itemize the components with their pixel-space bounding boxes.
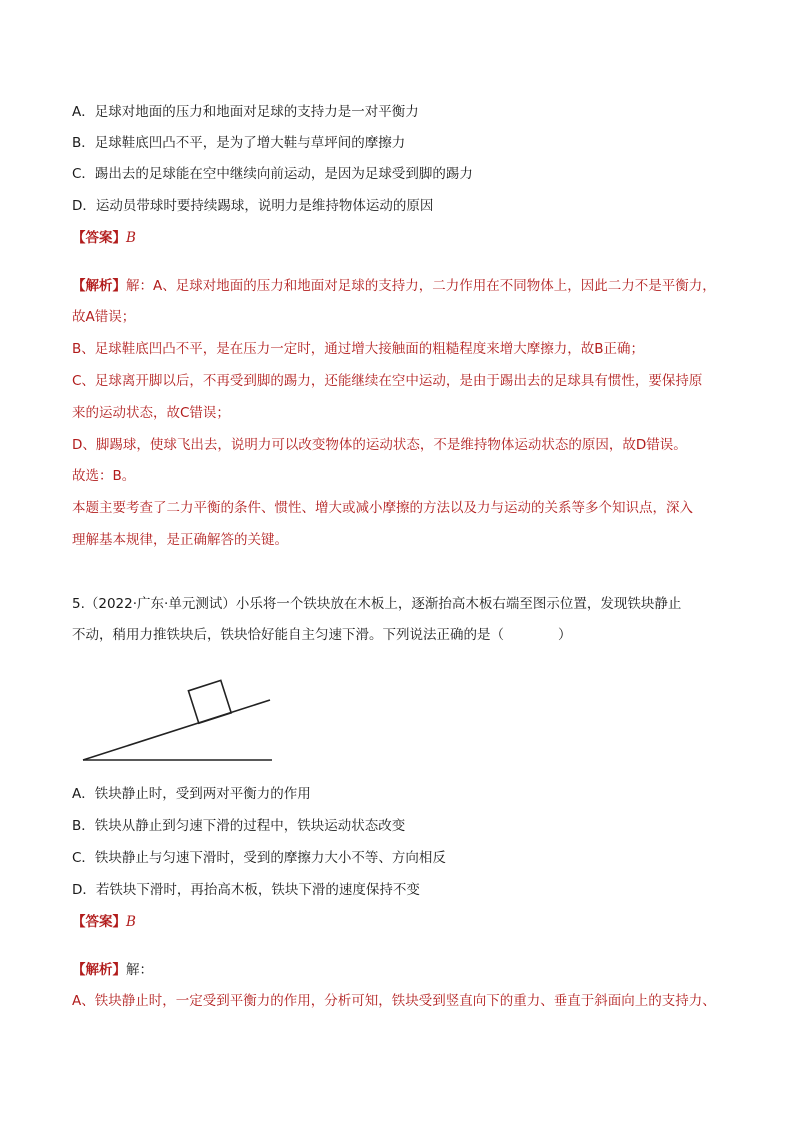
q5-answer-tag: 【答案】 xyxy=(72,914,126,930)
q4-analysis-line-4: C、足球离开脚以后，不再受到脚的踢力，还能继续在空中运动，是由于踢出去的足球具有惯性，要保持原 xyxy=(72,373,703,389)
q4-option-b: B．足球鞋底凹凸不平，是为了增大鞋与草坪间的摩擦力 xyxy=(72,135,406,151)
q4-analysis-line-9: 理解基本规律，是正确解答的关键。 xyxy=(72,532,288,548)
incline-diagram xyxy=(80,660,290,770)
q4-answer xyxy=(72,228,136,248)
q4-analysis-line-1 xyxy=(72,276,716,296)
iron-block xyxy=(188,680,231,723)
q4-analysis-line-7: 故选：B。 xyxy=(72,468,136,484)
q4-analysis-line-8: 本题主要考查了二力平衡的条件、惯性、增大或减小摩擦的方法以及力与运动的关系等多个知识点，深入 xyxy=(72,500,693,516)
q4-analysis-line-3: B、足球鞋底凹凸不平，是在压力一定时，通过增大接触面的粗糙程度来增大摩擦力，故B正确； xyxy=(72,341,645,357)
q4-option-c: C．踢出去的足球能在空中继续向前运动，是因为足球受到脚的踢力 xyxy=(72,166,473,182)
q4-answer-tag: 【答案】 xyxy=(72,230,126,246)
q4-analysis-tag: 【解析】 xyxy=(72,278,126,294)
q5-stem-line-1: 5.（2022·广东·单元测试）小乐将一个铁块放在木板上，逐渐抬高木板右端至图示位置，发现铁块静止 xyxy=(72,596,682,612)
q4-analysis-line-6: D、脚踢球，使球飞出去，说明力可以改变物体的运动状态，不是维持物体运动状态的原因，故D错误。 xyxy=(72,437,687,453)
q4-analysis-text-1: 解：A、足球对地面的压力和地面对足球的支持力，二力作用在不同物体上，因此二力不是平衡力， xyxy=(126,278,716,294)
q5-stem-line-2: 不动，稍用力推铁块后，铁块恰好能自主匀速下滑。下列说法正确的是（ ） xyxy=(72,627,572,643)
q4-option-a: A．足球对地面的压力和地面对足球的支持力是一对平衡力 xyxy=(72,104,419,120)
q5-option-d: D．若铁块下滑时，再抬高木板，铁块下滑的速度保持不变 xyxy=(72,882,420,898)
q5-option-b: B．铁块从静止到匀速下滑的过程中，铁块运动状态改变 xyxy=(72,818,406,834)
q4-option-d: D．运动员带球时要持续踢球，说明力是维持物体运动的原因 xyxy=(72,198,434,214)
q5-answer xyxy=(72,912,136,932)
q4-analysis-line-2: 故A错误； xyxy=(72,309,136,325)
q5-option-c: C．铁块静止与匀速下滑时，受到的摩擦力大小不等、方向相反 xyxy=(72,850,446,866)
q5-analysis-tag: 【解析】 xyxy=(72,962,126,978)
q5-option-a: A．铁块静止时，受到两对平衡力的作用 xyxy=(72,786,311,802)
q4-answer-value: B xyxy=(126,230,136,246)
q5-analysis-header xyxy=(72,960,153,980)
q5-analysis-line-1: A、铁块静止时，一定受到平衡力的作用，分析可知，铁块受到竖直向下的重力、垂直于斜面向上的支持力、 xyxy=(72,993,716,1009)
q5-answer-value: B xyxy=(126,914,136,930)
q5-analysis-intro: 解： xyxy=(126,962,153,978)
incline-board xyxy=(83,700,270,760)
q4-analysis-line-5: 来的运动状态，故C错误； xyxy=(72,405,230,421)
